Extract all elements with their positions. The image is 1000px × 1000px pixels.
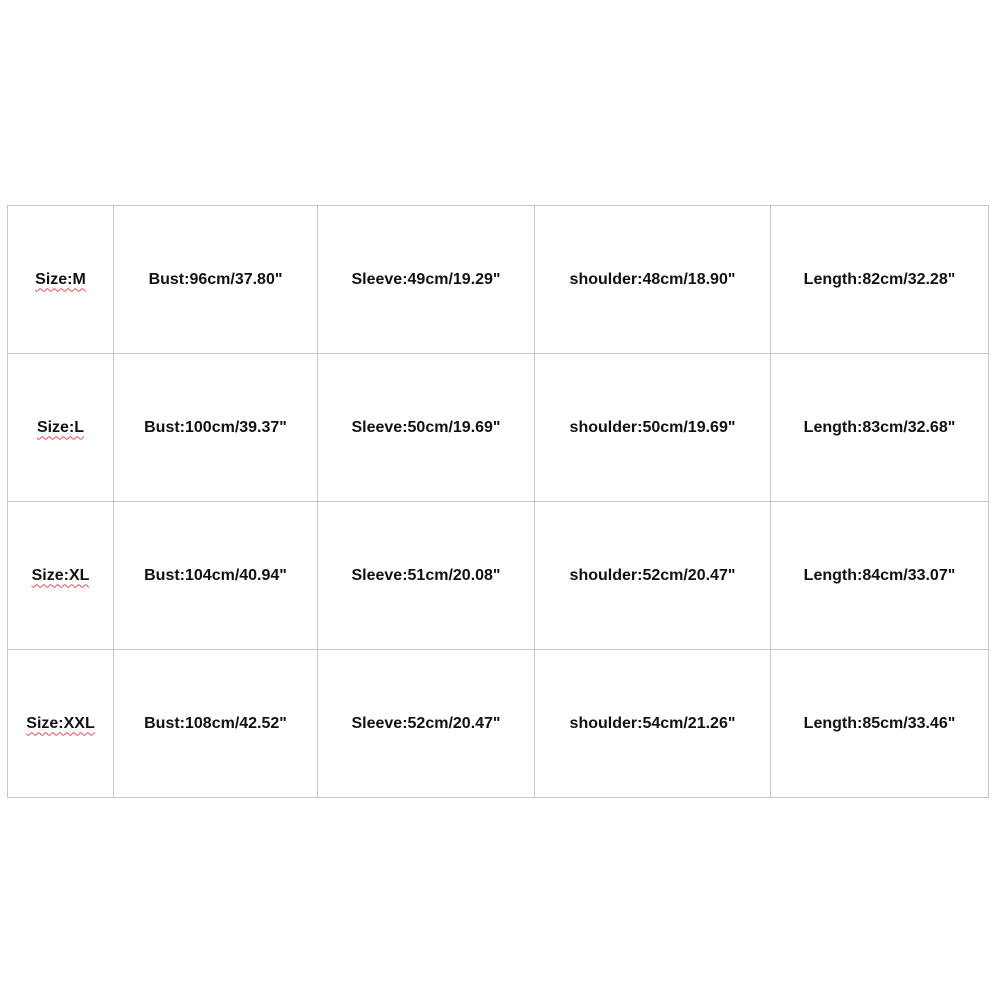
sleeve-cell: Sleeve:50cm/19.69" [318, 354, 535, 502]
size-label: Size:XL [31, 566, 90, 584]
bust-cell: Bust:100cm/39.37" [114, 354, 318, 502]
shoulder-cell: shoulder:50cm/19.69" [535, 354, 771, 502]
length-cell: Length:85cm/33.46" [771, 650, 989, 798]
shoulder-cell: shoulder:48cm/18.90" [535, 206, 771, 354]
bust-cell: Bust:108cm/42.52" [114, 650, 318, 798]
sleeve-cell: Sleeve:49cm/19.29" [318, 206, 535, 354]
size-label: Size:M [35, 270, 86, 288]
size-chart-table [7, 205, 989, 798]
table-row [8, 354, 989, 502]
size-cell [8, 650, 114, 798]
table-row [8, 502, 989, 650]
length-cell: Length:84cm/33.07" [771, 502, 989, 650]
size-cell [8, 502, 114, 650]
table-row [8, 206, 989, 354]
size-label: Size:XXL [26, 714, 95, 732]
size-label: Size:L [36, 418, 85, 436]
length-cell: Length:82cm/32.28" [771, 206, 989, 354]
size-cell [8, 354, 114, 502]
size-cell [8, 206, 114, 354]
length-cell: Length:83cm/32.68" [771, 354, 989, 502]
bust-cell: Bust:104cm/40.94" [114, 502, 318, 650]
sleeve-cell: Sleeve:52cm/20.47" [318, 650, 535, 798]
shoulder-cell: shoulder:52cm/20.47" [535, 502, 771, 650]
bust-cell: Bust:96cm/37.80" [114, 206, 318, 354]
sleeve-cell: Sleeve:51cm/20.08" [318, 502, 535, 650]
shoulder-cell: shoulder:54cm/21.26" [535, 650, 771, 798]
table-row [8, 650, 989, 798]
